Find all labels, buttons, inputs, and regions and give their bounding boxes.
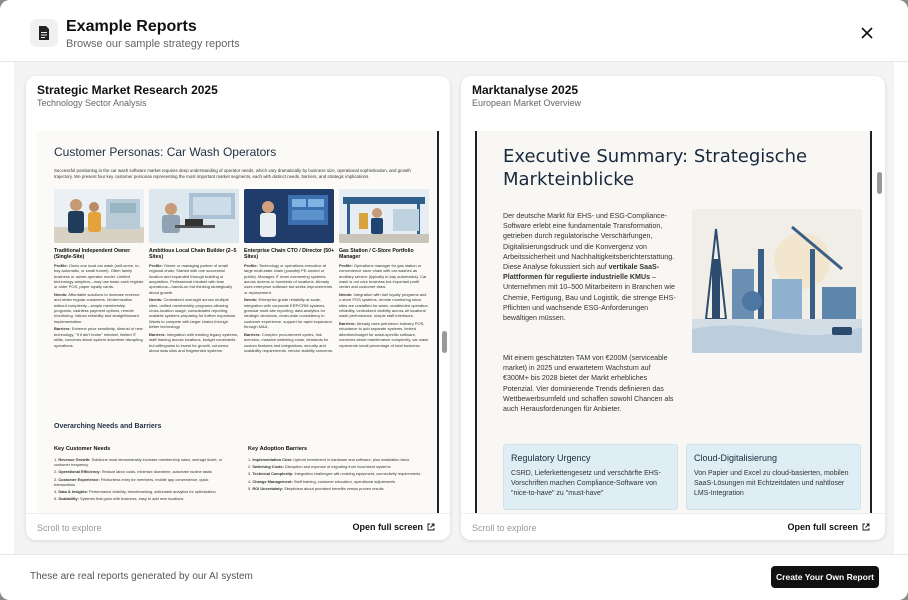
list-text: Frictionless entry for members, mobile app convenience, quick transactions bbox=[54, 476, 209, 487]
trend-box-regulatory-urgency bbox=[503, 444, 678, 510]
trend-box-body: CSRD, Lieferkettengesetz und verschärfte EHS-Vorschriften machen Compliance-Software von "nice-to-have" zu "must-have" bbox=[511, 470, 661, 497]
persona-title: Enterprise Chain CTO / Director (50+ Sites) bbox=[244, 248, 334, 261]
document-icon bbox=[30, 19, 58, 47]
report-card-footer bbox=[461, 513, 885, 540]
persona-needs bbox=[339, 292, 429, 319]
list-text: Disruption and expense of migrating from incumbent systems bbox=[284, 464, 391, 470]
persona-title: Gas Station / C-Store Portfolio Manager bbox=[339, 248, 414, 261]
list-term: Operational Efficiency: bbox=[58, 469, 101, 475]
persona-image-gas-station-manager bbox=[339, 189, 429, 243]
industrial-illustration bbox=[692, 209, 862, 353]
needs-text: Centralized oversight across multiple sites, unified membership programs allowing cross-location usage, consolidated reporting, scalable systems preparing for further expansion. Wants to compete with larger chains through better technology. bbox=[149, 297, 237, 330]
persona-column-independent-owner bbox=[54, 248, 144, 350]
list-text: Skepticism about promised benefits versus proven results bbox=[284, 485, 384, 491]
trend-box-title: Cloud-Digitalisierung bbox=[694, 453, 778, 463]
needs-text: Enterprise-grade reliability at scale, integration with corporate ERP/CRM systems, granular multi-site reporting, data analytics for strategic decisions, chain-wide consistency in customer experience, support for rapid expansion through M&A. bbox=[244, 297, 332, 330]
trend-box-body: Von Papier und Excel zu cloud-basierten, mobilen SaaS-Lösungen mit Echtzeitdaten und nahtloser LMS-Integration bbox=[694, 470, 849, 497]
persona-profile bbox=[149, 263, 239, 295]
persona-needs bbox=[244, 297, 334, 329]
list-text: Systems that grow with business, easy to add new locations bbox=[79, 496, 184, 502]
list-item: 2. Operational Efficiency: Reduce labor costs, minimize downtime, automate routine tasks bbox=[54, 469, 212, 475]
list-item: 3. Technical Complexity: Integration challenges with existing equipment, connectivity requirements bbox=[248, 471, 421, 477]
persona-profile bbox=[244, 263, 334, 295]
list-item: 1. Implementation Cost: Upfront investment in hardware and software, plus installation labor bbox=[248, 457, 410, 462]
list-item: 4. Data & Insights: Performance visibility, benchmarking, actionable analytics for optimization bbox=[54, 489, 216, 495]
persona-column-enterprise-cto bbox=[244, 248, 334, 355]
list-term: Scalability: bbox=[58, 496, 79, 502]
barriers-text: Integration with existing legacy systems, staff training across locations, budget constraints but willingness to invest for growth, concerns about data silos and fragmented systems. bbox=[149, 331, 239, 353]
barriers-text: Already uses petroleum industry POS, reluctance to add separate systems, limited attention/budget for wash-specific software, concerns about maintenance complexity, car wash represents small percentage of total business. bbox=[339, 320, 429, 348]
external-link-icon bbox=[862, 523, 870, 531]
needs-list bbox=[54, 457, 229, 503]
needs-text: Integration with fuel loyalty programs and c-store POS systems, remote monitoring since sites are unstaffed for wash, unattended operation reliability, centralized visibility across all locations' wash performance, simple staff interfaces. bbox=[339, 291, 428, 319]
list-term: Customer Experience: bbox=[58, 476, 100, 482]
close-icon bbox=[861, 27, 873, 39]
list-item: 3. Customer Experience: Frictionless entry for members, mobile app convenience, quick transactions bbox=[54, 476, 209, 487]
persona-profile bbox=[339, 263, 429, 290]
list-term: Switching Costs: bbox=[252, 464, 284, 470]
profile-text: Owns one local car wash (self-serve, in-bay automatic, or small tunnel). Often family business or owner-operator model. Limited technology adoption—may use basic cash register or older POS, paper loyalty cards. bbox=[54, 262, 144, 290]
barriers-text: Extreme price sensitivity, distrust of new technology, "if it ain't broke" mindset, limited IT skills, concerns about system downtime disrupting operations. bbox=[54, 326, 143, 348]
barriers-list bbox=[248, 457, 423, 493]
trend-box-title: Regulatory Urgency bbox=[511, 453, 591, 463]
list-item: 4. Change Management: Staff training, customer education, operational adjustments bbox=[248, 478, 396, 484]
persona-profile bbox=[54, 263, 144, 290]
persona-image-chain-builder bbox=[149, 189, 239, 243]
report-card-footer bbox=[26, 513, 450, 540]
list-term: Change Management: bbox=[252, 478, 293, 484]
report-preview-scroll-area[interactable] bbox=[36, 131, 439, 513]
barriers-label: Barriers: bbox=[244, 331, 261, 337]
profile-label: Profile: bbox=[54, 262, 68, 268]
list-item: 5. ROI Uncertainty: Skepticism about promised benefits versus proven results bbox=[248, 485, 384, 491]
list-term: ROI Uncertainty: bbox=[252, 485, 284, 491]
persona-barriers bbox=[244, 332, 334, 354]
list-term: Technical Complexity: bbox=[252, 471, 294, 477]
scrollbar-thumb[interactable] bbox=[442, 331, 447, 353]
profile-text: Operations manager for gas station or convenience store chain with car washes as ancillary service (typically in-bay automatics). Car wash is not core business but important profit center and customer draw. bbox=[339, 262, 427, 290]
list-item: 1. Revenue Growth: Solutions must demonstrably increase membership sales, average ticket, or customer frequency bbox=[54, 457, 223, 468]
section-title: Overarching Needs and Barriers bbox=[54, 423, 162, 430]
persona-barriers bbox=[149, 332, 239, 354]
persona-column-chain-builder bbox=[149, 248, 239, 355]
report-card-subtitle: Technology Sector Analysis bbox=[37, 98, 147, 108]
list-term: Implementation Cost: bbox=[252, 457, 293, 462]
open-full-screen-button[interactable] bbox=[352, 522, 435, 532]
open-full-screen-label: Open full screen bbox=[787, 522, 858, 532]
modal-footer bbox=[0, 554, 908, 600]
close-button[interactable] bbox=[856, 22, 878, 44]
list-text: Performance visibility, benchmarking, actionable analytics for optimization bbox=[89, 489, 216, 495]
doc-paragraph bbox=[503, 211, 678, 323]
persona-needs bbox=[149, 297, 239, 329]
list-text: Solutions must demonstrably increase membership sales, average ticket, or customer frequency bbox=[54, 457, 223, 468]
needs-label: Needs: bbox=[244, 297, 258, 303]
persona-title: Ambitious Local Chain Builder (2–5 Sites) bbox=[149, 248, 237, 261]
barriers-label: Barriers: bbox=[54, 326, 71, 332]
profile-text: Technology or operations executive at large multi-state chain (possibly PE-owned or public). Manages IT team overseeing systems across dozens or hundreds of locations. Already uses enterprise software but seeks improvements or replacement. bbox=[244, 262, 333, 295]
scroll-hint: Scroll to explore bbox=[37, 523, 102, 533]
report-card-title: Strategic Market Research 2025 bbox=[37, 83, 218, 97]
profile-label: Profile: bbox=[149, 262, 163, 268]
persona-title: Traditional Independent Owner (Single-Site) bbox=[54, 248, 131, 261]
modal-header bbox=[0, 0, 908, 62]
list-text: Upfront investment in hardware and software, plus installation labor bbox=[293, 457, 410, 462]
needs-list-title: Key Customer Needs bbox=[54, 446, 111, 452]
list-item: 5. Scalability: Systems that grow with business, easy to add new locations bbox=[54, 496, 184, 502]
paragraph-text: – Unternehmen mit 10–500 Mitarbeitern in Branchen wie Chemie, Fertigung, Bau und Logistik, die strenge EHS-Pflichten und wachsende ESG-Anforderungen bewältigen müssen. bbox=[503, 273, 676, 323]
persona-column-gas-station-manager bbox=[339, 248, 429, 350]
list-item: 2. Switching Costs: Disruption and expense of migrating from incumbent systems bbox=[248, 464, 391, 470]
reports-gallery bbox=[14, 62, 894, 554]
list-term: Revenue Growth: bbox=[58, 457, 91, 462]
list-text: Integration challenges with existing equipment, connectivity requirements bbox=[294, 471, 421, 477]
report-preview-scroll-area[interactable] bbox=[475, 131, 872, 513]
open-full-screen-button[interactable] bbox=[787, 522, 870, 532]
paragraph-emphasis: vertikale SaaS-Plattformen für regulierte industrielle KMUs bbox=[503, 263, 660, 282]
barriers-label: Barriers: bbox=[149, 331, 166, 337]
doc-intro: Successful positioning in the car wash software market requires deep understanding of operator needs, which vary dramatically by business size, operational sophistication, and growth trajectory. We present four key customer personas representing the most important market segments, each with distinct needs, barriers, and strategic implications. bbox=[54, 168, 411, 179]
report-card-subtitle: European Market Overview bbox=[472, 98, 582, 108]
scrollbar-thumb[interactable] bbox=[877, 172, 882, 194]
list-text: Reduce labor costs, minimize downtime, automate routine tasks bbox=[101, 469, 212, 475]
report-card-marktanalyse[interactable] bbox=[461, 76, 885, 540]
doc-paragraph: Mit einem geschätzten TAM von €200M (serviceable market) in 2025 und erwartetem Wachstum auf €300M+ bis 2028 bietet der Markt erhebliches Potenzial. Vier dominierende Trends definieren das Wettbewerbsumfeld und schaffen sowohl Chancen als auch Herausforderungen für Anbieter. bbox=[503, 354, 674, 414]
profile-text: Owner or managing partner of small regional chain. Started with one successful location and expanded through building or acquisition. Professional mindset with lean operations—hands-on but thinking strategically about growth. bbox=[149, 262, 233, 295]
persona-barriers bbox=[339, 321, 429, 348]
persona-image-enterprise-cto bbox=[244, 189, 334, 243]
external-link-icon bbox=[427, 523, 435, 531]
scroll-hint: Scroll to explore bbox=[472, 523, 537, 533]
persona-image-independent-owner bbox=[54, 189, 144, 243]
profile-label: Profile: bbox=[339, 262, 353, 268]
persona-barriers bbox=[54, 326, 144, 348]
barriers-list-title: Key Adoption Barriers bbox=[248, 446, 308, 452]
needs-label: Needs: bbox=[339, 291, 353, 297]
create-your-own-report-button[interactable]: Create Your Own Report bbox=[771, 566, 879, 588]
doc-heading: Executive Summary: Strategische Markteinblicke bbox=[503, 146, 808, 190]
needs-label: Needs: bbox=[149, 297, 163, 303]
footer-note: These are real reports generated by our AI system bbox=[30, 571, 253, 582]
barriers-text: Complex procurement cycles, risk aversion, massive switching costs, demands for custom features and integrations, security and scalability requirements, vendor stability concerns. bbox=[244, 331, 334, 353]
list-term: Data & Insights: bbox=[58, 489, 88, 495]
profile-label: Profile: bbox=[244, 262, 258, 268]
modal-subtitle: Browse our sample strategy reports bbox=[66, 38, 240, 50]
report-card-strategic-market-research[interactable] bbox=[26, 76, 450, 540]
report-card-title: Marktanalyse 2025 bbox=[472, 83, 579, 97]
needs-text: Affordable solutions to increase revenue and retain regular customers. Modernization without complexity—simple membership programs, cashless payment options, remote monitoring. Values reliability and straightforward implementation. bbox=[54, 291, 140, 324]
persona-needs bbox=[54, 292, 144, 324]
paragraph-text: Der deutsche Markt für EHS- und ESG-Compliance-Software erlebt eine fundamentale Transformation, getrieben durch regulatorische Verschärfungen, Digitalisierungsdruck und die Konvergenz von Arbeitssicherheit und Nachhaltigkeitsberichterstattung. Diese Analyse fokussiert sich auf bbox=[503, 212, 675, 272]
doc-heading: Customer Personas: Car Wash Operators bbox=[54, 145, 277, 159]
open-full-screen-label: Open full screen bbox=[352, 522, 423, 532]
list-text: Staff training, customer education, operational adjustments bbox=[293, 478, 396, 484]
barriers-label: Barriers: bbox=[339, 320, 356, 326]
needs-label: Needs: bbox=[54, 291, 68, 297]
trend-box-cloud-digitalisierung bbox=[686, 444, 861, 510]
modal-title: Example Reports bbox=[66, 18, 197, 35]
